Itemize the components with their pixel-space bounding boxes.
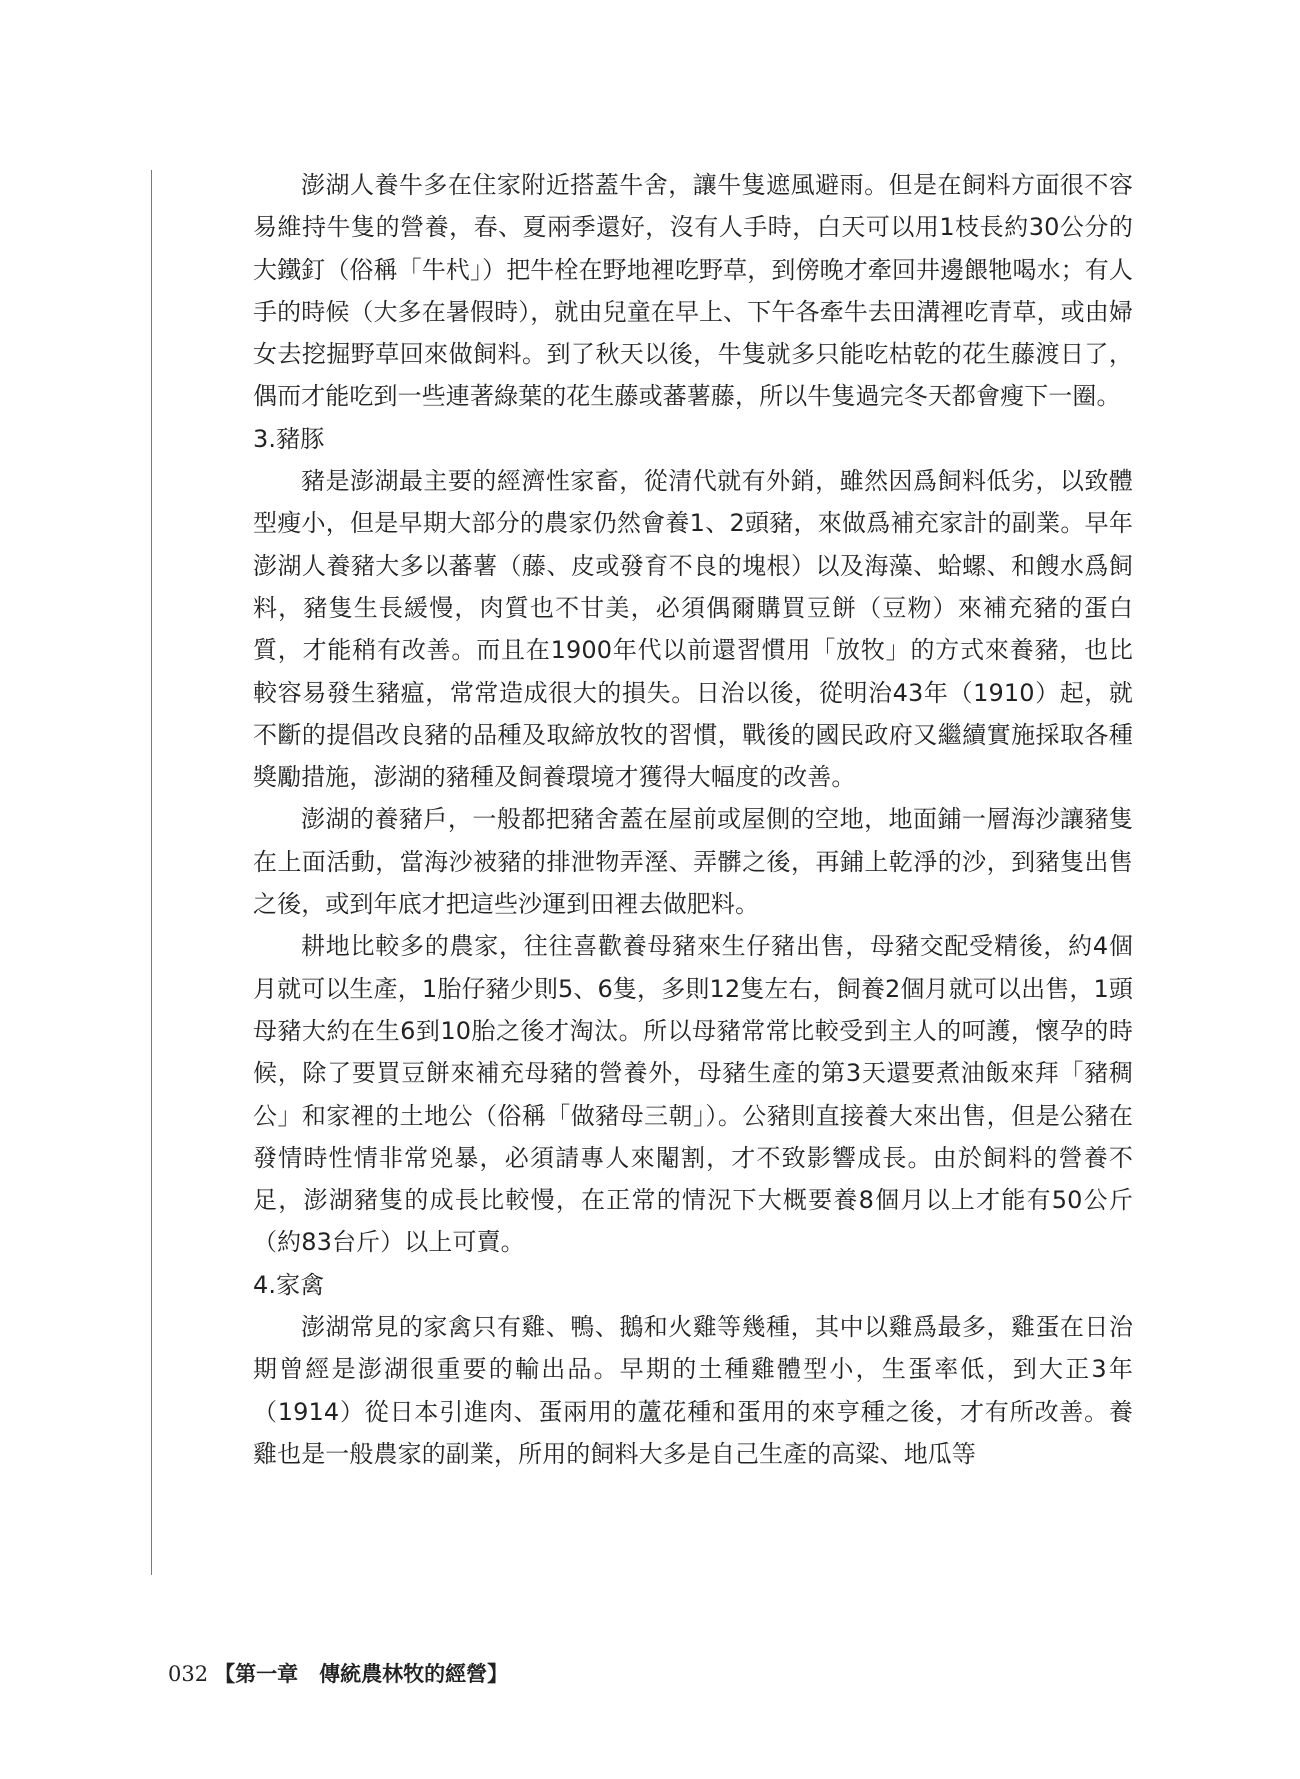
margin-rule: [151, 170, 152, 1575]
body-text: [253, 164, 1133, 1475]
paragraph-pig-housing: 澎湖的養豬戶，一般都把豬舍蓋在屋前或屋側的空地，地面鋪一層海沙讓豬隻在上面活動，當海沙被豬的排泄物弄溼、弄髒之後，再鋪上乾淨的沙，到豬隻出售之後，或到年底才把這些沙運到田裡去做肥料。: [253, 805, 1133, 919]
page-footer: [168, 1660, 508, 1688]
page-number: 032: [168, 1662, 209, 1686]
paragraph-poultry: 澎湖常見的家禽只有雞、鴨、鵝和火雞等幾種，其中以雞爲最多，雞蛋在日治期曾經是澎湖很重要的輸出品。早期的土種雞體型小，生蛋率低，到大正3年（1914）從日本引進肉、蛋兩用的蘆花種和蛋用的來亨種之後，才有所改善。養雞也是一般農家的副業，所用的飼料大多是自己生產的高粱、地瓜等: [253, 1313, 1133, 1468]
chapter-title: 【第一章 傳統農林牧的經營】: [214, 1661, 509, 1686]
paragraph-pigs-history: 豬是澎湖最主要的經濟性家畜，從清代就有外銷，雖然因爲飼料低劣，以致體型瘦小，但是早期大部分的農家仍然會養1、2頭豬，來做爲補充家計的副業。早年澎湖人養豬大多以蕃薯（藤、皮或發育不良的塊根）以及海藻、蛤螺、和餿水爲飼料，豬隻生長緩慢，肉質也不甘美，必須偶爾購買豆餅（豆粅）來補充豬的蛋白質，才能稍有改善。而且在1900年代以前還習慣用「放牧」的方式來養豬，也比較容易發生豬瘟，常常造成很大的損失。日治以後，從明治43年（1910）起，就不斷的提倡改良豬的品種及取締放牧的習慣，戰後的國民政府又繼續實施採取各種獎勵措施，澎湖的豬種及飼養環境才獲得大幅度的改善。: [253, 467, 1133, 792]
section-heading-pigs: 3.豬豚: [253, 424, 325, 453]
paragraph-cattle: 澎湖人養牛多在住家附近搭蓋牛舍，讓牛隻遮風避雨。但是在飼料方面很不容易維持牛隻的營養，春、夏兩季還好，沒有人手時，白天可以用1枝長約30公分的大鐵釘（俗稱「牛杙」）把牛栓在野地裡吃野草，到傍晚才牽回井邊餵牠喝水；有人手的時候（大多在暑假時），就由兒童在早上、下午各牽牛去田溝裡吃青草，或由婦女去挖掘野草回來做飼料。到了秋天以後，牛隻就多只能吃枯乾的花生藤渡日了，偶而才能吃到一些連著綠葉的花生藤或蕃薯藤，所以牛隻過完冬天都會瘦下一圈。: [253, 171, 1133, 411]
section-heading-poultry: 4.家禽: [253, 1270, 325, 1299]
paragraph-sow-breeding: 耕地比較多的農家，往往喜歡養母豬來生仔豬出售，母豬交配受精後，約4個月就可以生產，1胎仔豬少則5、6隻，多則12隻左右，飼養2個月就可以出售，1頭母豬大約在生6到10胎之後才淘汰。所以母豬常常比較受到主人的呵護，懷孕的時候，除了要買豆餅來補充母豬的營養外，母豬生產的第3天還要煮油飯來拜「豬稠公」和家裡的土地公（俗稱「做豬母三朝」）。公豬則直接養大來出售，但是公豬在發情時性情非常兇暴，必須請專人來閹割，才不致影響成長。由於飼料的營養不足，澎湖豬隻的成長比較慢，在正常的情況下大概要養8個月以上才能有50公斤（約83台斤）以上可賣。: [253, 932, 1133, 1257]
